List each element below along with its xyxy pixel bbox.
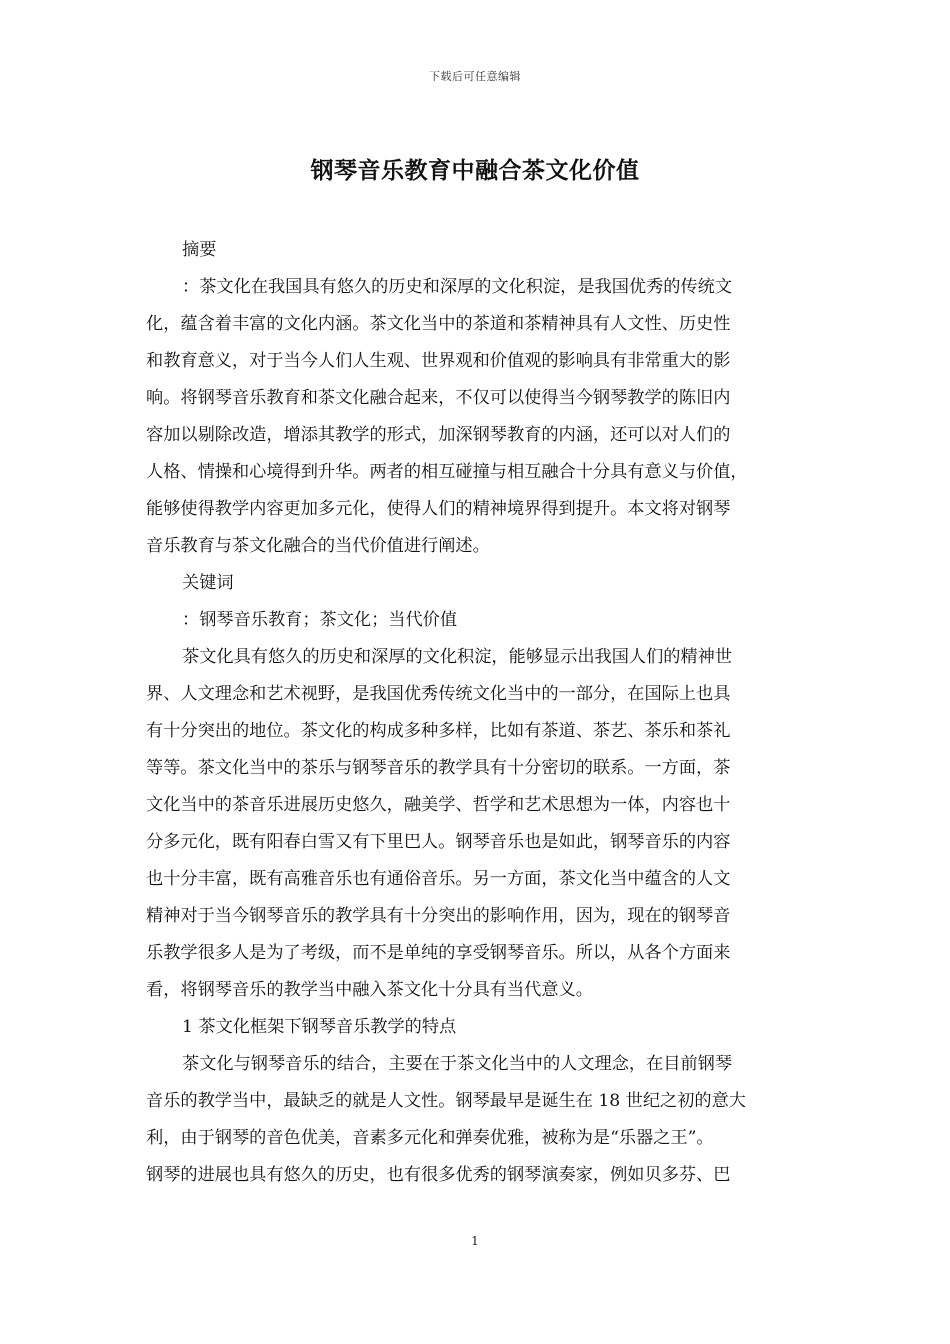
text-line: 文化当中的茶音乐进展历史悠久，融美学、哲学和艺术思想为一体，内容也十 <box>146 795 731 815</box>
text-line: 1 茶文化框架下钢琴音乐教学的特点 <box>182 1017 457 1037</box>
text-line: ：钢琴音乐教育；茶文化；当代价值 <box>182 610 458 630</box>
text-line: 关键词 <box>182 573 234 593</box>
text-line: 摘要 <box>182 240 217 260</box>
text-line: 音乐的教学当中，最缺乏的就是人文性。钢琴最早是诞生在 18 世纪之初的意大 <box>146 1091 746 1111</box>
text-line: 茶文化与钢琴音乐的结合，主要在于茶文化当中的人文理念，在目前钢琴 <box>182 1054 733 1074</box>
text-line: 分多元化，既有阳春白雪又有下里巴人。钢琴音乐也是如此，钢琴音乐的内容 <box>146 832 731 852</box>
page-number: 1 <box>471 1234 479 1248</box>
document-body <box>146 232 808 1194</box>
page-header-note: 下载后可任意编辑 <box>429 70 521 83</box>
text-line: 乐教学很多人是为了考级，而不是单纯的享受钢琴音乐。所以，从各个方面来 <box>146 943 731 963</box>
text-line: 等等。茶文化当中的茶乐与钢琴音乐的教学具有十分密切的联系。一方面，茶 <box>146 758 731 778</box>
text-line: 响。将钢琴音乐教育和茶文化融合起来，不仅可以使得当今钢琴教学的陈旧内 <box>146 388 731 408</box>
text-line: 音乐教育与茶文化融合的当代价值进行阐述。 <box>146 536 490 556</box>
document-title: 钢琴音乐教育中融合茶文化价值 <box>310 157 640 184</box>
text-line: 人格、情操和心境得到升华。两者的相互碰撞与相互融合十分具有意义与价值， <box>146 462 748 482</box>
text-line: 化，蕴含着丰富的文化内涵。茶文化当中的茶道和茶精神具有人文性、历史性 <box>146 314 731 334</box>
text-line: 钢琴的进展也具有悠久的历史，也有很多优秀的钢琴演奏家，例如贝多芬、巴 <box>146 1165 731 1185</box>
text-line: 看，将钢琴音乐的教学当中融入茶文化十分具有当代意义。 <box>146 980 593 1000</box>
text-line: 界、人文理念和艺术视野，是我国优秀传统文化当中的一部分，在国际上也具 <box>146 684 731 704</box>
text-line: ：茶文化在我国具有悠久的历史和深厚的文化积淀，是我国优秀的传统文 <box>182 277 733 297</box>
text-line: 有十分突出的地位。茶文化的构成多种多样，比如有茶道、茶艺、茶乐和茶礼 <box>146 721 731 741</box>
text-line: 能够使得教学内容更加多元化，使得人们的精神境界得到提升。本文将对钢琴 <box>146 499 731 519</box>
text-line: 精神对于当今钢琴音乐的教学具有十分突出的影响作用，因为，现在的钢琴音 <box>146 906 731 926</box>
text-line: 和教育意义，对于当今人们人生观、世界观和价值观的影响具有非常重大的影 <box>146 351 731 371</box>
text-line: 也十分丰富，既有高雅音乐也有通俗音乐。另一方面，茶文化当中蕴含的人文 <box>146 869 731 889</box>
text-line: 容加以剔除改造，增添其教学的形式，加深钢琴教育的内涵，还可以对人们的 <box>146 425 731 445</box>
text-line: 利，由于钢琴的音色优美，音素多元化和弹奏优雅，被称为是“乐器之王”。 <box>146 1128 714 1148</box>
text-line: 茶文化具有悠久的历史和深厚的文化积淀，能够显示出我国人们的精神世 <box>182 647 733 667</box>
